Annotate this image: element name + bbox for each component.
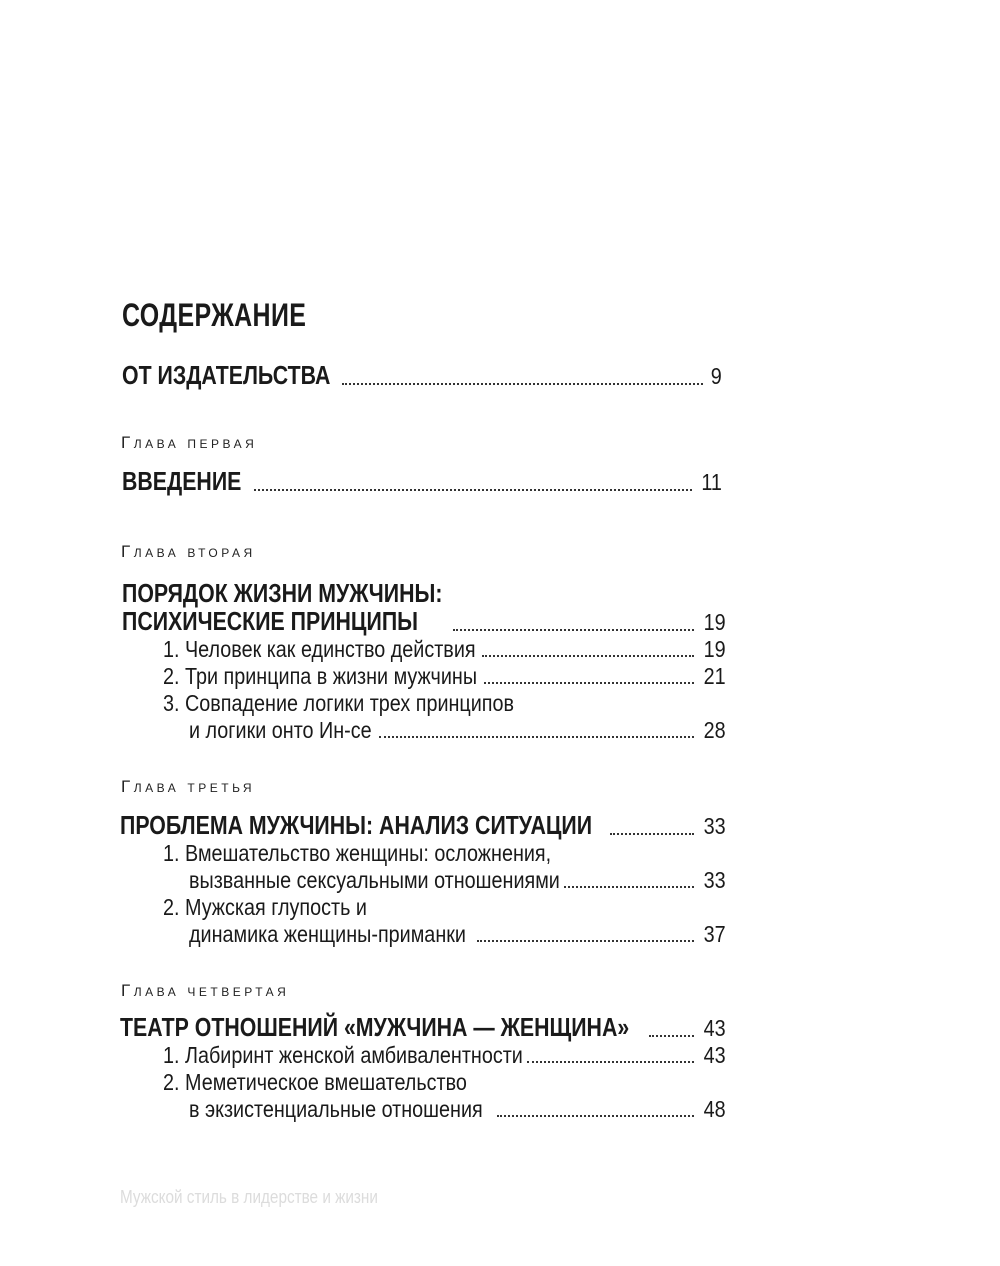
dot-leader [477,940,694,942]
toc-entry-title: ВВЕДЕНИЕ [122,466,242,496]
toc-entry-title: ТЕАТР ОТНОШЕНИЙ «МУЖЧИНА — ЖЕНЩИНА» [120,1012,630,1042]
dot-leader [610,833,695,835]
dot-leader [527,1061,694,1063]
chapter-label: Глава третья [121,777,256,796]
toc-page-number: 48 [703,1096,726,1122]
toc-page-number: 33 [703,867,726,893]
toc-entry-section[interactable] [163,663,726,690]
toc-entry-title: ПСИХИЧЕСКИЕ ПРИНЦИПЫ [122,606,419,636]
toc-entry-title: и логики онто Ин-се [189,717,372,743]
toc-section-title-line: 3. Совпадение логики трех принципов [163,690,515,716]
toc-entry-title: вызванные сексуальными отношениями [189,867,560,893]
toc-page-number: 37 [703,921,726,947]
toc-entry-title: 1. Человек как единство действия [163,636,476,662]
page-title: СОДЕРЖАНИЕ [122,297,307,333]
toc-entry-chapter-1[interactable] [122,466,722,497]
toc-entry-section[interactable] [189,921,726,948]
toc-entry-section[interactable] [189,1096,726,1123]
dot-leader [497,1115,695,1117]
toc-section-title-line: 2. Меметическое вмешательство [163,1069,467,1095]
toc-entry-title: 2. Три принципа в жизни мужчины [163,663,478,689]
running-footer: Мужской стиль в лидерстве и жизни [120,1187,378,1207]
toc-entry-section[interactable] [163,1042,726,1069]
toc-page-number: 9 [710,363,722,389]
dot-leader [342,383,703,385]
chapter-label: Глава четвертая [121,981,290,1000]
toc-page-number: 19 [703,609,726,635]
chapter-label: Глава первая [121,433,258,452]
toc-entry-publisher[interactable] [122,360,722,391]
toc-entry-section[interactable] [163,636,726,663]
toc-section-title-line: 2. Мужская глупость и [163,894,367,920]
toc-section-title-line: 1. Вмешательство женщины: осложнения, [163,840,552,866]
toc-entry-chapter-3[interactable] [120,810,726,841]
toc-entry-chapter-2[interactable] [122,606,726,637]
toc-entry-section[interactable] [189,867,726,894]
toc-page-number: 21 [703,663,726,689]
toc-page-number: 33 [703,813,726,839]
dot-leader [482,655,694,657]
dot-leader [484,682,694,684]
toc-page-number: 19 [703,636,726,662]
toc-entry-title: 1. Лабиринт женской амбивалентности [163,1042,523,1068]
toc-entry-chapter-4[interactable] [120,1012,726,1043]
chapter-label: Глава вторая [121,542,256,561]
chapter-heading: ПОРЯДОК ЖИЗНИ МУЖЧИНЫ: [122,578,443,608]
dot-leader [379,736,694,738]
toc-entry-title: в экзистенциальные отношения [189,1096,483,1122]
dot-leader [564,886,694,888]
dot-leader [453,629,694,631]
toc-entry-title: динамика женщины-приманки [189,921,466,947]
toc-entry-title: ПРОБЛЕМА МУЖЧИНЫ: АНАЛИЗ СИТУАЦИИ [120,810,593,840]
dot-leader [649,1035,694,1037]
toc-entry-section[interactable] [189,717,726,744]
toc-page-number: 28 [703,717,726,743]
toc-entry-title: ОТ ИЗДАТЕЛЬСТВА [122,360,331,390]
toc-page-number: 43 [703,1015,726,1041]
toc-page-number: 11 [701,469,722,495]
dot-leader [254,489,693,491]
toc-page-number: 43 [703,1042,726,1068]
